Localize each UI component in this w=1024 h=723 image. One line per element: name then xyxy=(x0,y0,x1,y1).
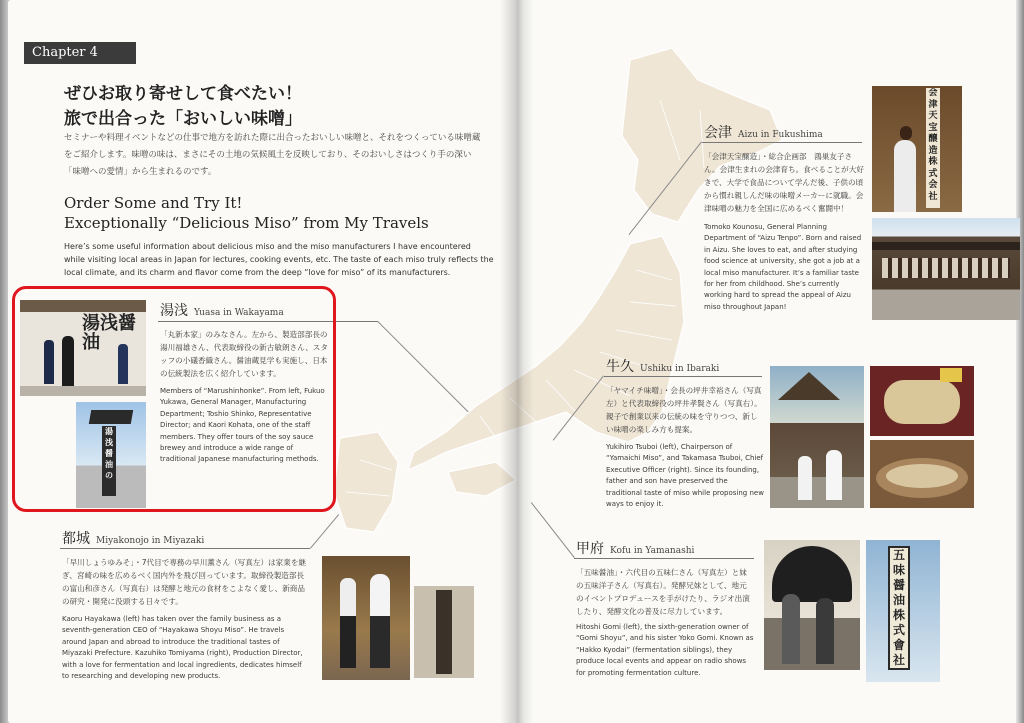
ushiku-japanese-text: 「ヤマイチ味噌」・会長の坪井幸裕さん（写真左）と代表取締役の坪井孝賢さん（写真右）。親子で創業以来の伝統の味を守りつつ、新しい味噌の楽しみ方も提案。 xyxy=(606,386,762,434)
kofu-title-underline xyxy=(574,558,754,559)
yuasa-english-text: Members of “Marushinhonke”. From left, Fukuo Yukawa, General Manager, Manufacturing Department; Toshio Shinko, Representative Director; and Kaori Kohata, one of the staff members. They offer tours of the soy sauce brewey and introduce a wide range of traditional Japanese manufacturing methods. xyxy=(160,387,325,464)
aizu-building-photo xyxy=(872,218,1020,320)
miyakonojo-title xyxy=(62,528,204,548)
kofu-english-text: Hitoshi Gomi (left), the sixth-generation owner of “Gomi Shoyu”, and his sister Yoko Gomi. Known as “Hakko Kyodai” (fermentation siblings), they produce local events and appear on radio shows for promoting fermentation culture. xyxy=(576,623,754,677)
book-edge-right xyxy=(1016,0,1024,723)
aizu-english-text: Tomoko Kounosu, General Planning Department of “Aizu Tenpo”. Born and raised in Aizu. She loves to eat, and after studying food science at university, she got a job at a local miso manufacturer. It’s a familiar taste for her from childhood. She’s currently working hard to spread the appeal of Aizu miso throughout Japan! xyxy=(704,223,862,311)
aizu-japanese-text: 「会津天宝醸造」・総合企画部 鴻巣友子さん。会津生まれの会津育ち。食べることが大好きで、大学で食品について学んだ後、子供の頃から慣れ親しんだ味の味噌メーカーに就職。会津味噌の魅力を全国に広めるべく奮闘中！ xyxy=(704,152,864,213)
yuasa-title-en: Yuasa in Wakayama xyxy=(194,308,284,318)
ushiku-title xyxy=(606,356,719,376)
kofu-title-en: Kofu in Yamanashi xyxy=(610,546,695,556)
ushiku-barrel-photo xyxy=(870,440,974,508)
aizu-title-en: Aizu in Fukushima xyxy=(738,130,823,140)
yuasa-title-ja: 湯浅 xyxy=(160,303,188,319)
aizu-shop-sign: 会津天宝醸造株式会社 xyxy=(926,88,940,208)
miyakonojo-title-en: Miyakonojo in Miyazaki xyxy=(96,536,205,546)
ushiku-title-en: Ushiku in Ibaraki xyxy=(640,364,720,374)
map-kyushu xyxy=(334,432,398,532)
english-title-line-1: Order Some and Try It! xyxy=(64,194,243,212)
japanese-intro-text: セミナーや料理イベントなどの仕事で地方を訪れた際に出合ったおいしい味噌と、それをつくっている味噌蔵をご紹介します。味噌の味は、まさにその土地の気候風土を反映しており、そのおいしさはつくり手の深い「味噌への愛情」から生まれるのです。 xyxy=(64,133,481,177)
yuasa-japanese-text: 「丸新本家」のみなさん。左から、製造部部長の湯川福雄さん、代表取締役の新古敏朗さん、スタッフの小礒香織さん。醤油蔵見学も実施し、日本の伝統製法を広く紹介しています。 xyxy=(160,330,328,378)
aizu-title-underline xyxy=(702,142,862,143)
kofu-signboard-text: 五味醤油株式會社 xyxy=(888,546,910,670)
yuasa-shop-sign: 湯浅醤油 xyxy=(82,313,136,353)
english-title-line-2: Exceptionally “Delicious Miso” from My Travels xyxy=(64,214,429,232)
ushiku-product-photo xyxy=(870,366,974,436)
miyakonojo-english-text: Kaoru Hayakawa (left) has taken over the family business as a seventh-generation CEO of “Hayakawa Shoyu Miso”. He travels around Japan and abroad to introduce the traditional tastes of Miyazaki Prefecture. Kazuhiko Tomiyama (right), Production Director, with a love for fermentation and local ingredients, dedicates himself to researching and developing new products. xyxy=(62,615,303,681)
english-title xyxy=(64,193,429,233)
japanese-title-line-2: 旅で出合った「おいしい味噌」 xyxy=(64,109,302,129)
ushiku-title-underline xyxy=(604,376,762,377)
aizu-title xyxy=(704,122,823,142)
miyakonojo-title-ja: 都城 xyxy=(62,531,90,547)
japanese-title-line-1: ぜひお取り寄せして食べたい！ xyxy=(64,84,302,104)
ushiku-english-text: Yukihiro Tsuboi (left), Chairperson of “Yamaichi Miso”, and Takamasa Tsuboi, Chief Executive Officer (right). Since its founding, father and son have preserved the traditional taste of miso while proposing new ways to enjoy it. xyxy=(606,443,764,509)
yuasa-highlight-box xyxy=(12,286,336,512)
kofu-signboard-photo xyxy=(866,540,940,682)
kofu-siblings-photo xyxy=(764,540,860,670)
ushiku-owners-photo xyxy=(770,366,864,508)
japanese-title xyxy=(64,82,302,132)
kofu-title xyxy=(576,538,694,558)
aizu-title-ja: 会津 xyxy=(704,125,732,141)
chapter-label: Chapter 4 xyxy=(24,42,136,64)
kofu-title-ja: 甲府 xyxy=(576,541,604,557)
miyakonojo-sign-photo xyxy=(414,586,474,678)
book-gutter-shadow xyxy=(500,0,534,723)
yuasa-signboard-text: 湯浅醤油の xyxy=(102,426,116,496)
aizu-staff-photo xyxy=(872,86,962,212)
miyakonojo-japanese-text: 「早川しょうゆみそ」・7代目で専務の早川薫さん（写真左）は家業を継ぎ、宮崎の味を広めるべく国内外を飛び回っています。取締役製造部長の富山和彦さん（写真右）は発酵と地元の食材をこよなく愛し、新商品の研究・開発に没頭する日々です。 xyxy=(62,558,307,606)
miyakonojo-owners-photo xyxy=(322,556,410,680)
kofu-japanese-text: 「五味醤油」・六代目の五味仁さん（写真左）と妹の五味洋子さん（写真右）。発酵兄妹として、地元のイベントプロデュースを手がけたり、ラジオ出演したり、発酵文化の普及に尽力しています。 xyxy=(576,568,750,616)
miyakonojo-title-underline xyxy=(60,548,310,549)
english-intro-text: Here’s some useful information about delicious miso and the miso manufacturers I have encountered while visiting local areas in Japan for lectures, cooking events, etc. The taste of each miso truly reflects the local climate, and its charm and flavor come from the deep “love for miso” of its manufacturers. xyxy=(64,242,494,277)
ushiku-title-ja: 牛久 xyxy=(606,359,634,375)
